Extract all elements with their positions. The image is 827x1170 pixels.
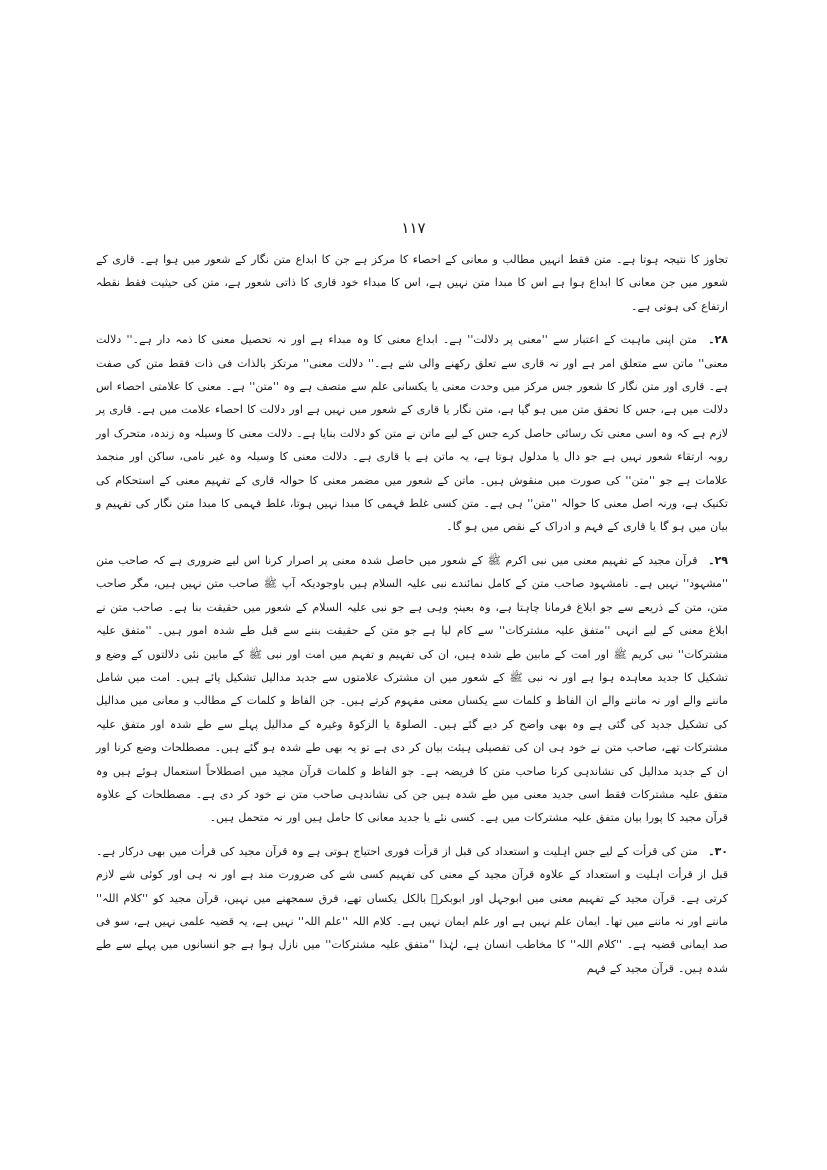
paragraph-number: ۲۸۔ [708,333,729,347]
page-body [96,248,728,990]
page-number: ۱۱۷ [401,219,426,237]
paragraph-28 [96,328,728,539]
paragraph-text: متن کی قرأت کے لیے جس اہلیت و استعداد کی قبل از قرأت فوری احتیاج ہوتی ہے وہ قرآن مجید کی قرأت میں بھی درکار ہے۔ قبل از قرأت اہلیت و استعداد کے علاوہ قرآن مجید کے معنی کی تفہیم کسی شے کی ضرورت مند ہے اور نہ ہی اور کوئی شے لازم کرتی ہے۔ قرآن مجید کے تفہیم معنی میں ابوجہل اور ابوبکرؓ بالکل یکساں تھے، فرق سمجھنے میں نہیں، قرآن مجید کو ''کلام اللہ'' ماننے اور نہ ماننے میں تھا۔ ایمان علم نہیں ہے اور علم ایمان نہیں ہے۔ کلام اللہ ''علم اللہ'' نہیں ہے، یہ قضیہ علمی نہیں ہے، سو فی صد ایمانی قضیہ ہے۔ ''کلام اللہ'' کا مخاطب انسان ہے، لہٰذا ''متفق علیہ مشترکات'' میں نازل ہوا ہے جو انسانوں میں پہلے سے طے شدہ ہیں۔ قرآن مجید کے فہم [96,844,728,975]
paragraph-continuation [96,248,728,318]
paragraph-text: قرآن مجید کے تفہیم معنی میں نبی اکرم ﷺ کے شعور میں حاصل شدہ معنی پر اصرار کرنا اس لیے ضروری ہے کہ صاحب متن ''مشہود'' نہیں ہے۔ نامشہود صاحب متن کے کامل نمائندے نبی علیہ السلام ہیں باوجودیکہ آپ ﷺ صاحب متن نہیں ہیں، مگر صاحب متن، متن کے ذریعے سے جو ابلاغ فرمانا چاہتا ہے، وہ بعینہٖ وہی ہے جو نبی علیہ السلام کے شعور میں حقیقت بنا ہے۔ صاحب متن نے ابلاغ معنی کے لیے انہی ''متفق علیہ مشترکات'' سے کام لیا ہے جو متن کے حقیقت بننے سے قبل طے شدہ امور ہیں۔ ''متفق علیہ مشترکات'' نبی کریم ﷺ اور امت کے مابین طے شدہ ہیں، ان کی تفہیم و تفہم میں امت اور نبی ﷺ کے مابین نئی دلالتوں کے وضع و تشکیل کا جدید معاہدہ ہوا ہے اور نہ نبی ﷺ کے شعور میں ان مشترک علامتوں سے جدید مدالیل تشکیل پائے ہیں۔ امت میں شامل ماننے والے اور نہ ماننے والے ان الفاظ و کلمات سے یکساں معنی مفہوم کرتے ہیں۔ جن الفاظ و کلمات کے مطالب و معانی میں مدالیل کی تشکیل جدید کی گئی ہے وہ بھی واضح کر دیے گئے ہیں۔ الصلوۃ یا الزکوۃ وغیرہ کے مدالیل پہلے سے طے شدہ اور متفق علیہ مشترکات تھے، صاحب متن نے خود ہی ان کی تفصیلی ہیئت بیان کر دی ہے تو یہ بھی طے شدہ ہو گئے ہیں۔ مصطلحات وضع کرنا اور ان کے جدید مدالیل کی نشاندہی کرنا صاحب متن کا فریضہ ہے۔ جو الفاظ و کلمات قرآن مجید میں اصطلاحاً استعمال ہوئے ہیں وہ متفق علیہ مشترکات فقط اسی جدید معنی میں طے شدہ ہیں جن کی نشاندہی صاحب متن نے خود کر دی ہے۔ مصطلحات کے علاوہ قرآن مجید کا پورا بیان متفق علیہ مشترکات میں ہے۔ کسی نئے یا جدید معانی کا حامل ہیں اور نہ متحمل ہیں۔ [96,553,728,825]
paragraph-number: ۲۹۔ [708,553,728,567]
paragraph-text: متن اپنی ماہیت کے اعتبار سے ''معنی پر دلالت'' ہے۔ ابداع معنی کا وہ مبداء ہے اور نہ تحصیل معنی کا ذمہ دار ہے۔'' دلالت معنی'' ماتن سے متعلق امر ہے اور نہ قاری سے تعلق رکھنے والی شے ہے۔'' دلالت معنی'' مرتکز بالذات فی ذات فقط متن کی صفت ہے۔ قاری اور متن نگار کا شعور جس مرکز میں وحدت معنی یا یکسانی علم سے متصف ہے وہ ''متن'' ہے۔ معنی کا علامتی احصاء اس دلالت میں ہے، جس کا تحقق متن میں ہو گیا ہے، متن نگار یا قاری کے شعور میں نہیں ہے اور دلالت کا احصاء علامت میں ہے۔ قاری پر لازم ہے کہ وہ اسی معنی تک رسائی حاصل کرے جس کے لیے ماتن نے متن کو دلالت بنایا ہے۔ دلالت معنی کا وسیلہ وہ زندہ، متحرک اور روبہ ارتقاء شعور نہیں ہے جو دال یا مدلول ہوتا ہے، یہ ماتن ہے یا قاری ہے۔ دلالت معنی کا وسیلہ وہ غیر نامی، ساکن اور منجمد علامات ہے جو ''متن'' کی صورت میں منقوش ہیں۔ ماتن کے شعور میں مضمر معنی کا حوالہ قاری کے تفہیم معنی کے استحکام کی تکنیک ہے، ورنہ اصل معنی کا حوالہ ''متن'' ہی ہے۔ متن کسی غلط فہمی کا مبدا نہیں ہوتا، غلط فہمی کا مبدا متن نگار کی تفہیم و بیان میں ہو گا یا قاری کے فہم و ادراک کے نقص میں ہو گا۔ [96,333,728,534]
paragraph-30 [96,840,728,980]
paragraph-number: ۳۰۔ [708,844,729,858]
paragraph-text: تجاوز کا نتیجہ ہوتا ہے۔ متن فقط انہیں مطالب و معانی کے احصاء کا مرکز ہے جن کا ابداع متن نگار کے شعور میں ہوا ہے۔ قاری کے شعور میں جن معانی کا ابداع ہوا ہے اس کا مبدا متن نہیں ہے، اس کا مبداء خود قاری کا ذاتی شعور ہے، متن کی حیثیت فقط نقطہ ارتفاع کی ہوتی ہے۔ [96,253,728,313]
paragraph-29 [96,549,728,830]
